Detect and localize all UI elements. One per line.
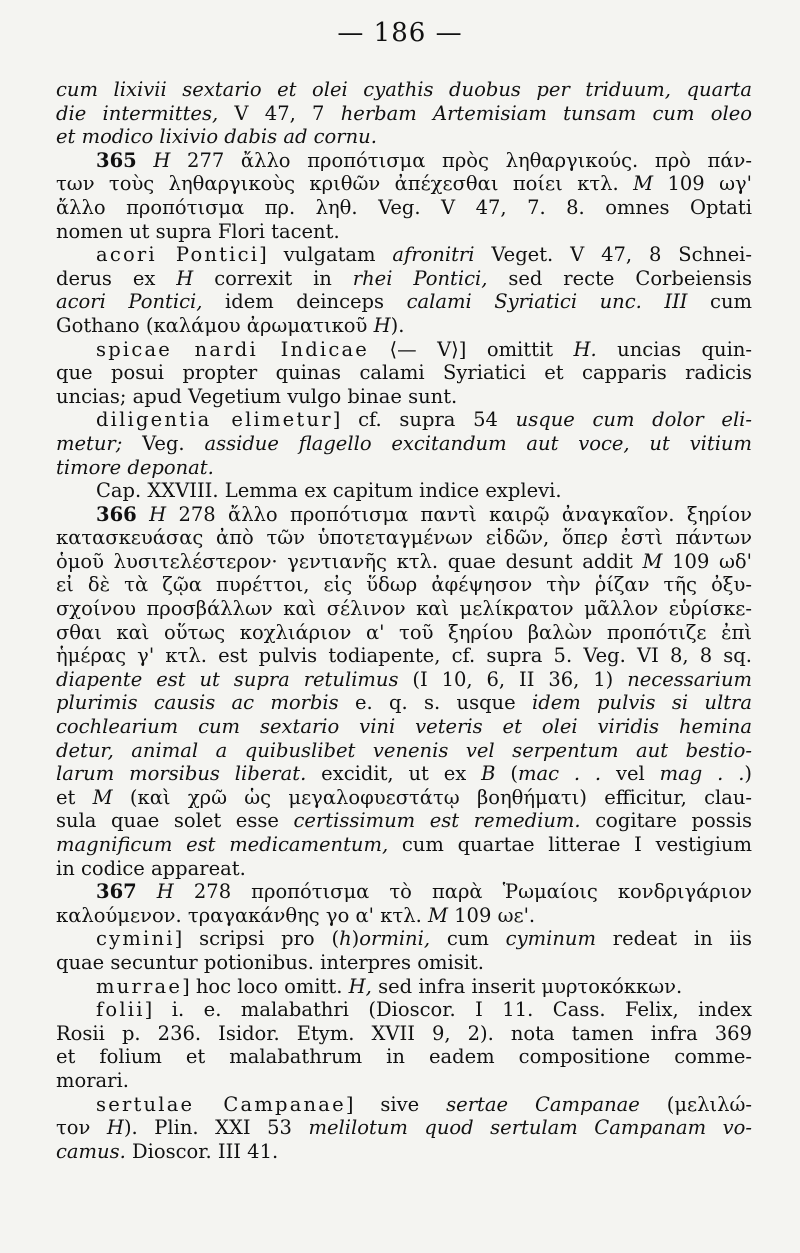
text-line: camus. Dioscor. III 41.	[56, 1139, 279, 1163]
text-line: cochlearium cum sextario vini veteris et olei viridis hemina	[56, 715, 752, 739]
text-line: que posui propter quinas calami Syriatici et capparis radicis	[56, 361, 752, 385]
text-line: morari.	[56, 1068, 129, 1092]
text-line: folii] i. e. malabathri (Dioscor. I 11. Cass. Felix, index	[96, 998, 752, 1022]
text-line: Rosii p. 236. Isidor. Etym. XVII 9, 2). nota tamen infra 369	[56, 1021, 752, 1045]
text-line: timore deponat.	[56, 455, 214, 479]
text-line: εἰ δὲ τὰ ζῷα πυρέττοι, εἰς ὕδωρ ἀφέψησον τὴν ῥίζαν τῆς ὀξυ-	[56, 573, 752, 597]
text-line: in codice appareat.	[56, 856, 246, 880]
text-line: ὁμοῦ λυσιτελέστερον· γεντιανῆς κτλ. quae desunt addit M 109 ωδ'	[56, 549, 752, 573]
text-line: die intermittes, V 47, 7 herbam Artemisiam tunsam cum oleo	[56, 101, 752, 125]
text-line: τον H). Plin. XXI 53 melilotum quod sertulam Campanam vo-	[56, 1116, 752, 1140]
text-line: cum lixivii sextario et olei cyathis duobus per triduum, quarta	[56, 78, 752, 101]
text-line: derus ex H correxit in rhei Pontici, sed recte Corbeiensis	[56, 266, 752, 290]
text-line: acori Pontici] vulgatam afronitri Veget. V 47, 8 Schnei-	[96, 243, 752, 267]
text-line: καλούμενον. τραγακάνθης γο α' κτλ. M 109 ωε'.	[56, 903, 536, 927]
page-number: — 186 —	[337, 18, 463, 48]
text-line: 366 H 278 ἄλλο προπότισμα παντὶ καιρῷ ἀναγκαῖον. ξηρίον	[96, 502, 752, 526]
text-line: uncias; apud Vegetium vulgo binae sunt.	[56, 384, 458, 408]
text-line: detur, animal a quibuslibet venenis vel serpentum aut bestio-	[56, 738, 752, 762]
commentary-text	[56, 78, 752, 1163]
text-line: ἡμέρας γ' κτλ. est pulvis todiapente, cf. supra 5. Veg. VI 8, 8 sq.	[56, 644, 752, 668]
text-line: Gothano (καλάμου ἀρωματικοῦ H).	[56, 313, 405, 337]
text-line: cymini] scripsi pro (h)ormini, cum cyminum redeat in iis	[96, 927, 752, 951]
text-line: spicae nardi Indicae ⟨— V⟩] omittit H. uncias quin-	[96, 337, 752, 361]
text-line: et folium et malabathrum in eadem compositione comme-	[56, 1045, 752, 1069]
text-line: sula quae solet esse certissimum est remedium. cogitare possis	[56, 809, 752, 833]
text-line: quae secuntur potionibus. interpres omisit.	[56, 950, 484, 974]
text-line: των τοὺς ληθαργικοὺς κριθῶν ἀπέχεσθαι ποίει κτλ. M 109 ωγ'	[56, 172, 752, 196]
text-line: Cap. XXVIII. Lemma ex capitum indice explevi.	[96, 479, 562, 503]
text-line: σχοίνου προσβάλλων καὶ σέλινον καὶ μελίκρατον μᾶλλον εὑρίσκε-	[56, 597, 752, 621]
text-line: plurimis causis ac morbis e. q. s. usque idem pulvis si ultra	[56, 691, 752, 715]
text-line: et M (καὶ χρῶ ὡς μεγαλοφυεστάτῳ βοηθήματι) efficitur, clau-	[56, 785, 752, 809]
text-line: ἄλλο προπότισμα πρ. ληθ. Veg. V 47, 7. 8. omnes Optati	[56, 195, 752, 219]
text-line: 367 H 278 προπότισμα τὸ παρὰ Ῥωμαίοις κονδριγάριον	[96, 880, 752, 904]
text-line: acori Pontici, idem deinceps calami Syriatici unc. III cum	[56, 290, 752, 314]
text-line: nomen ut supra Flori tacent.	[56, 219, 340, 243]
text-line: metur; Veg. assidue flagello excitandum aut voce, ut vitium	[56, 431, 752, 455]
text-line: diligentia elimetur] cf. supra 54 usque cum dolor eli-	[96, 408, 752, 432]
text-line: sertulae Campanae] sive sertae Campanae (μελιλώ-	[96, 1092, 752, 1116]
text-line: murrae] hoc loco omitt. H, sed infra inserit μυρτοκόκκων.	[96, 974, 683, 998]
text-line: larum morsibus liberat. excidit, ut ex B (mac . . vel mag . .)	[56, 762, 752, 786]
text-line: magnificum est medicamentum, cum quartae litterae I vestigium	[56, 833, 752, 856]
text-line: et modico lixivio dabis ad cornu.	[56, 125, 377, 149]
text-line: diapente est ut supra retulimus (I 10, 6, II 36, 1) necessarium	[56, 667, 752, 691]
text-line: 365 H 277 ἄλλο προπότισμα πρὸς ληθαργικούς. πρὸ πάν-	[96, 148, 752, 172]
text-line: σθαι καὶ οὕτως κοχλιάριον α' τοῦ ξηρίου βαλὼν προπότιζε ἐπὶ	[56, 620, 752, 644]
text-line: κατασκευάσας ἀπὸ τῶν ὑποτεταγμένων εἰδῶν, ὅπερ ἐστὶ πάντων	[56, 526, 752, 550]
